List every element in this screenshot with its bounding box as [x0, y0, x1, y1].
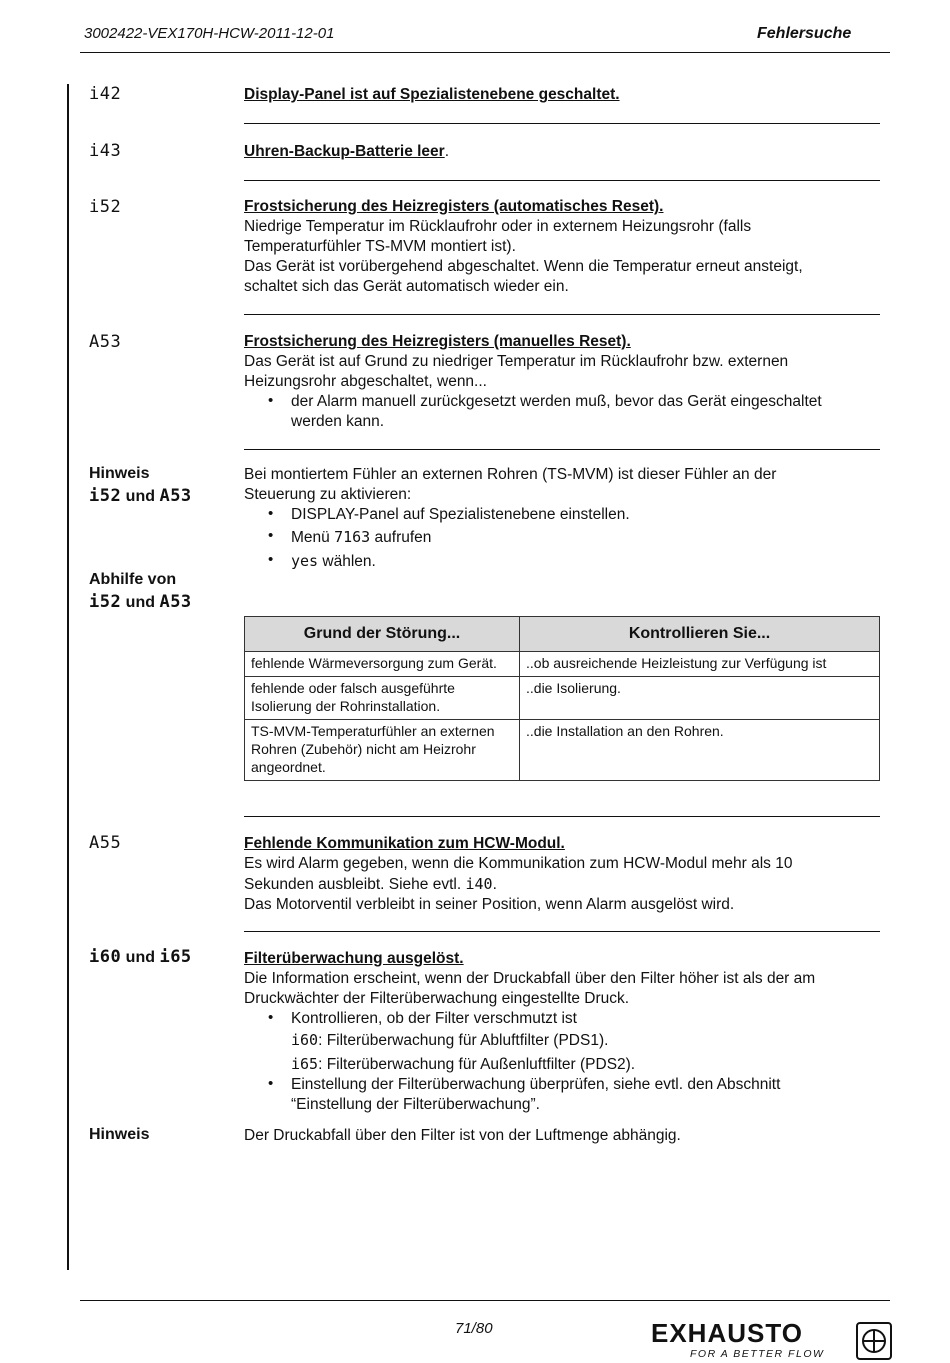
i60-bullet: Kontrollieren, ob der Filter verschmutzt ist — [291, 1010, 577, 1027]
hinweis-label: Hinweis — [89, 1126, 150, 1143]
cause-cell: fehlende oder falsch ausgeführte Isolierung der Rohrinstallation. — [245, 677, 520, 720]
code-i60: i60 — [291, 1031, 319, 1049]
logo-slogan: FOR A BETTER FLOW — [690, 1348, 825, 1360]
a53-bullet-line: werden kann. — [291, 413, 385, 430]
i60-line: Die Information erscheint, wenn der Druckabfall über den Filter höher ist als der am — [244, 970, 816, 987]
i52-line: Niedrige Temperatur im Rücklaufrohr oder in externem Heizungsrohr (falls — [244, 218, 752, 235]
separator — [244, 123, 880, 124]
check-cell: ..die Installation an den Rohren. — [520, 720, 880, 781]
und-text: und — [125, 488, 155, 505]
fan-icon — [856, 1322, 892, 1360]
yes-code: yes — [291, 552, 319, 570]
abhilfe-label: Abhilfe von — [89, 571, 177, 588]
hinweis-codes — [89, 486, 192, 506]
a53-bullet — [291, 392, 822, 432]
left-margin-bar — [67, 84, 69, 1270]
a53-line: Heizungsrohr abgeschaltet, wenn... — [244, 373, 487, 390]
fault-table — [244, 616, 880, 781]
footer-rule — [80, 1300, 890, 1301]
hinweis2-text: Der Druckabfall über den Filter ist von der Luftmenge abhängig. — [244, 1127, 681, 1144]
exhausto-logo: EXHAUSTO — [651, 1318, 803, 1348]
i43-title-line — [244, 142, 449, 162]
code-i52: i52 — [89, 486, 122, 506]
cause-cell: TS-MVM-Temperaturfühler an externen Rohren (Zubehör) nicht am Heizrohr angeordnet. — [245, 720, 520, 781]
a53-bullet-line: der Alarm manuell zurückgesetzt werden muß, bevor das Gerät eingeschaltet — [291, 393, 822, 410]
hinweis-label: Hinweis — [89, 465, 150, 482]
abhilfe-codes — [89, 592, 192, 612]
page-number: 71/80 — [455, 1320, 493, 1337]
hinweis1-bullet — [291, 551, 376, 572]
i60-line: Druckwächter der Filterüberwachung eingestellte Druck. — [244, 990, 630, 1007]
code-a55: A55 — [89, 833, 122, 853]
a55-text: . — [492, 876, 497, 893]
i60-i65-codes — [89, 947, 192, 967]
i43-title-end: . — [444, 143, 450, 160]
i52-line: Temperaturfühler TS-MVM montiert ist). — [244, 238, 516, 255]
i60-title: Filterüberwachung ausgelöst. — [244, 950, 464, 967]
waehlen-text: wählen. — [322, 553, 376, 570]
check-cell: ..ob ausreichende Heizleistung zur Verfügung ist — [520, 652, 880, 677]
a55-text: Sekunden ausbleibt. Siehe evtl. — [244, 876, 462, 893]
hinweis1-block — [244, 465, 884, 505]
a55-line: Das Motorventil verbleibt in seiner Position, wenn Alarm ausgelöst wird. — [244, 896, 735, 913]
hinweis1-bullet: DISPLAY-Panel auf Spezialistenebene einstellen. — [291, 506, 630, 523]
section-title: Fehlersuche — [757, 25, 852, 42]
a53-title: Frostsicherung des Heizregisters (manuelles Reset). — [244, 333, 631, 350]
i60-bullet-line: Einstellung der Filterüberwachung überprüfen, siehe evtl. den Abschnitt — [291, 1076, 781, 1093]
a55-line: Es wird Alarm gegeben, wenn die Kommunikation zum HCW-Modul mehr als 10 — [244, 855, 793, 872]
separator — [244, 180, 880, 181]
code-a53: A53 — [89, 332, 122, 352]
code-a53: A53 — [159, 486, 192, 506]
i60-bullet — [291, 1075, 780, 1115]
menu-code: 7163 — [334, 528, 371, 546]
menu-text: Menü — [291, 529, 330, 546]
a55-line — [244, 874, 884, 895]
cause-cell: fehlende Wärmeversorgung zum Gerät. — [245, 652, 520, 677]
a55-block — [244, 834, 884, 915]
code-i43: i43 — [89, 141, 122, 161]
i43-title: Uhren-Backup-Batterie leer — [244, 143, 445, 160]
bullet-dot: • — [268, 527, 274, 544]
bullet-dot: • — [268, 551, 274, 568]
code-i40: i40 — [465, 875, 493, 893]
table-header-row — [245, 617, 880, 652]
code-i65: i65 — [291, 1055, 319, 1073]
code-a53: A53 — [159, 592, 192, 612]
hinweis1-bullet — [291, 527, 431, 548]
header-rule — [80, 52, 890, 53]
separator — [244, 816, 880, 817]
i52-title: Frostsicherung des Heizregisters (automatisches Reset). — [244, 198, 664, 215]
bullet-dot: • — [268, 505, 274, 522]
code-i52: i52 — [89, 197, 122, 217]
i60-subline — [291, 1054, 635, 1075]
i42-title: Display-Panel ist auf Spezialistenebene geschaltet. — [244, 86, 620, 103]
separator — [244, 449, 880, 450]
code-i65: i65 — [159, 947, 192, 967]
aufrufen-text: aufrufen — [374, 529, 432, 546]
und-text: und — [125, 594, 155, 611]
i60-bullet-line: “Einstellung der Filterüberwachung”. — [291, 1096, 540, 1113]
a55-title: Fehlende Kommunikation zum HCW-Modul. — [244, 835, 565, 852]
hinweis1-line: Bei montiertem Fühler an externen Rohren (TS-MVM) ist dieser Fühler an der — [244, 466, 777, 483]
separator — [244, 314, 880, 315]
code-i42: i42 — [89, 84, 122, 104]
a53-line: Das Gerät ist auf Grund zu niedriger Temperatur im Rücklaufrohr bzw. externen — [244, 353, 789, 370]
und-text: und — [125, 949, 155, 966]
i52-line: Das Gerät ist vorübergehend abgeschaltet. Wenn die Temperatur erneut ansteigt, — [244, 258, 803, 275]
bullet-dot: • — [268, 1075, 274, 1092]
check-cell: ..die Isolierung. — [520, 677, 880, 720]
i52-block — [244, 197, 884, 297]
separator — [244, 931, 880, 932]
hinweis1-line: Steuerung zu aktivieren: — [244, 486, 412, 503]
code-i52: i52 — [89, 592, 122, 612]
sub-text: : Filterüberwachung für Abluftfilter (PDS1). — [318, 1032, 609, 1049]
a53-block — [244, 332, 884, 392]
table-row — [245, 677, 880, 720]
table-row — [245, 652, 880, 677]
i52-line: schaltet sich das Gerät automatisch wieder ein. — [244, 278, 569, 295]
sub-text: : Filterüberwachung für Außenluftfilter (PDS2). — [318, 1056, 636, 1073]
i60-subline — [291, 1030, 608, 1051]
code-i60: i60 — [89, 947, 122, 967]
table-row — [245, 720, 880, 781]
bullet-dot: • — [268, 392, 274, 409]
i60-block — [244, 949, 884, 1009]
bullet-dot: • — [268, 1009, 274, 1026]
header-check: Kontrollieren Sie... — [520, 617, 880, 652]
document-id: 3002422-VEX170H-HCW-2011-12-01 — [84, 25, 335, 42]
header-cause: Grund der Störung... — [245, 617, 520, 652]
